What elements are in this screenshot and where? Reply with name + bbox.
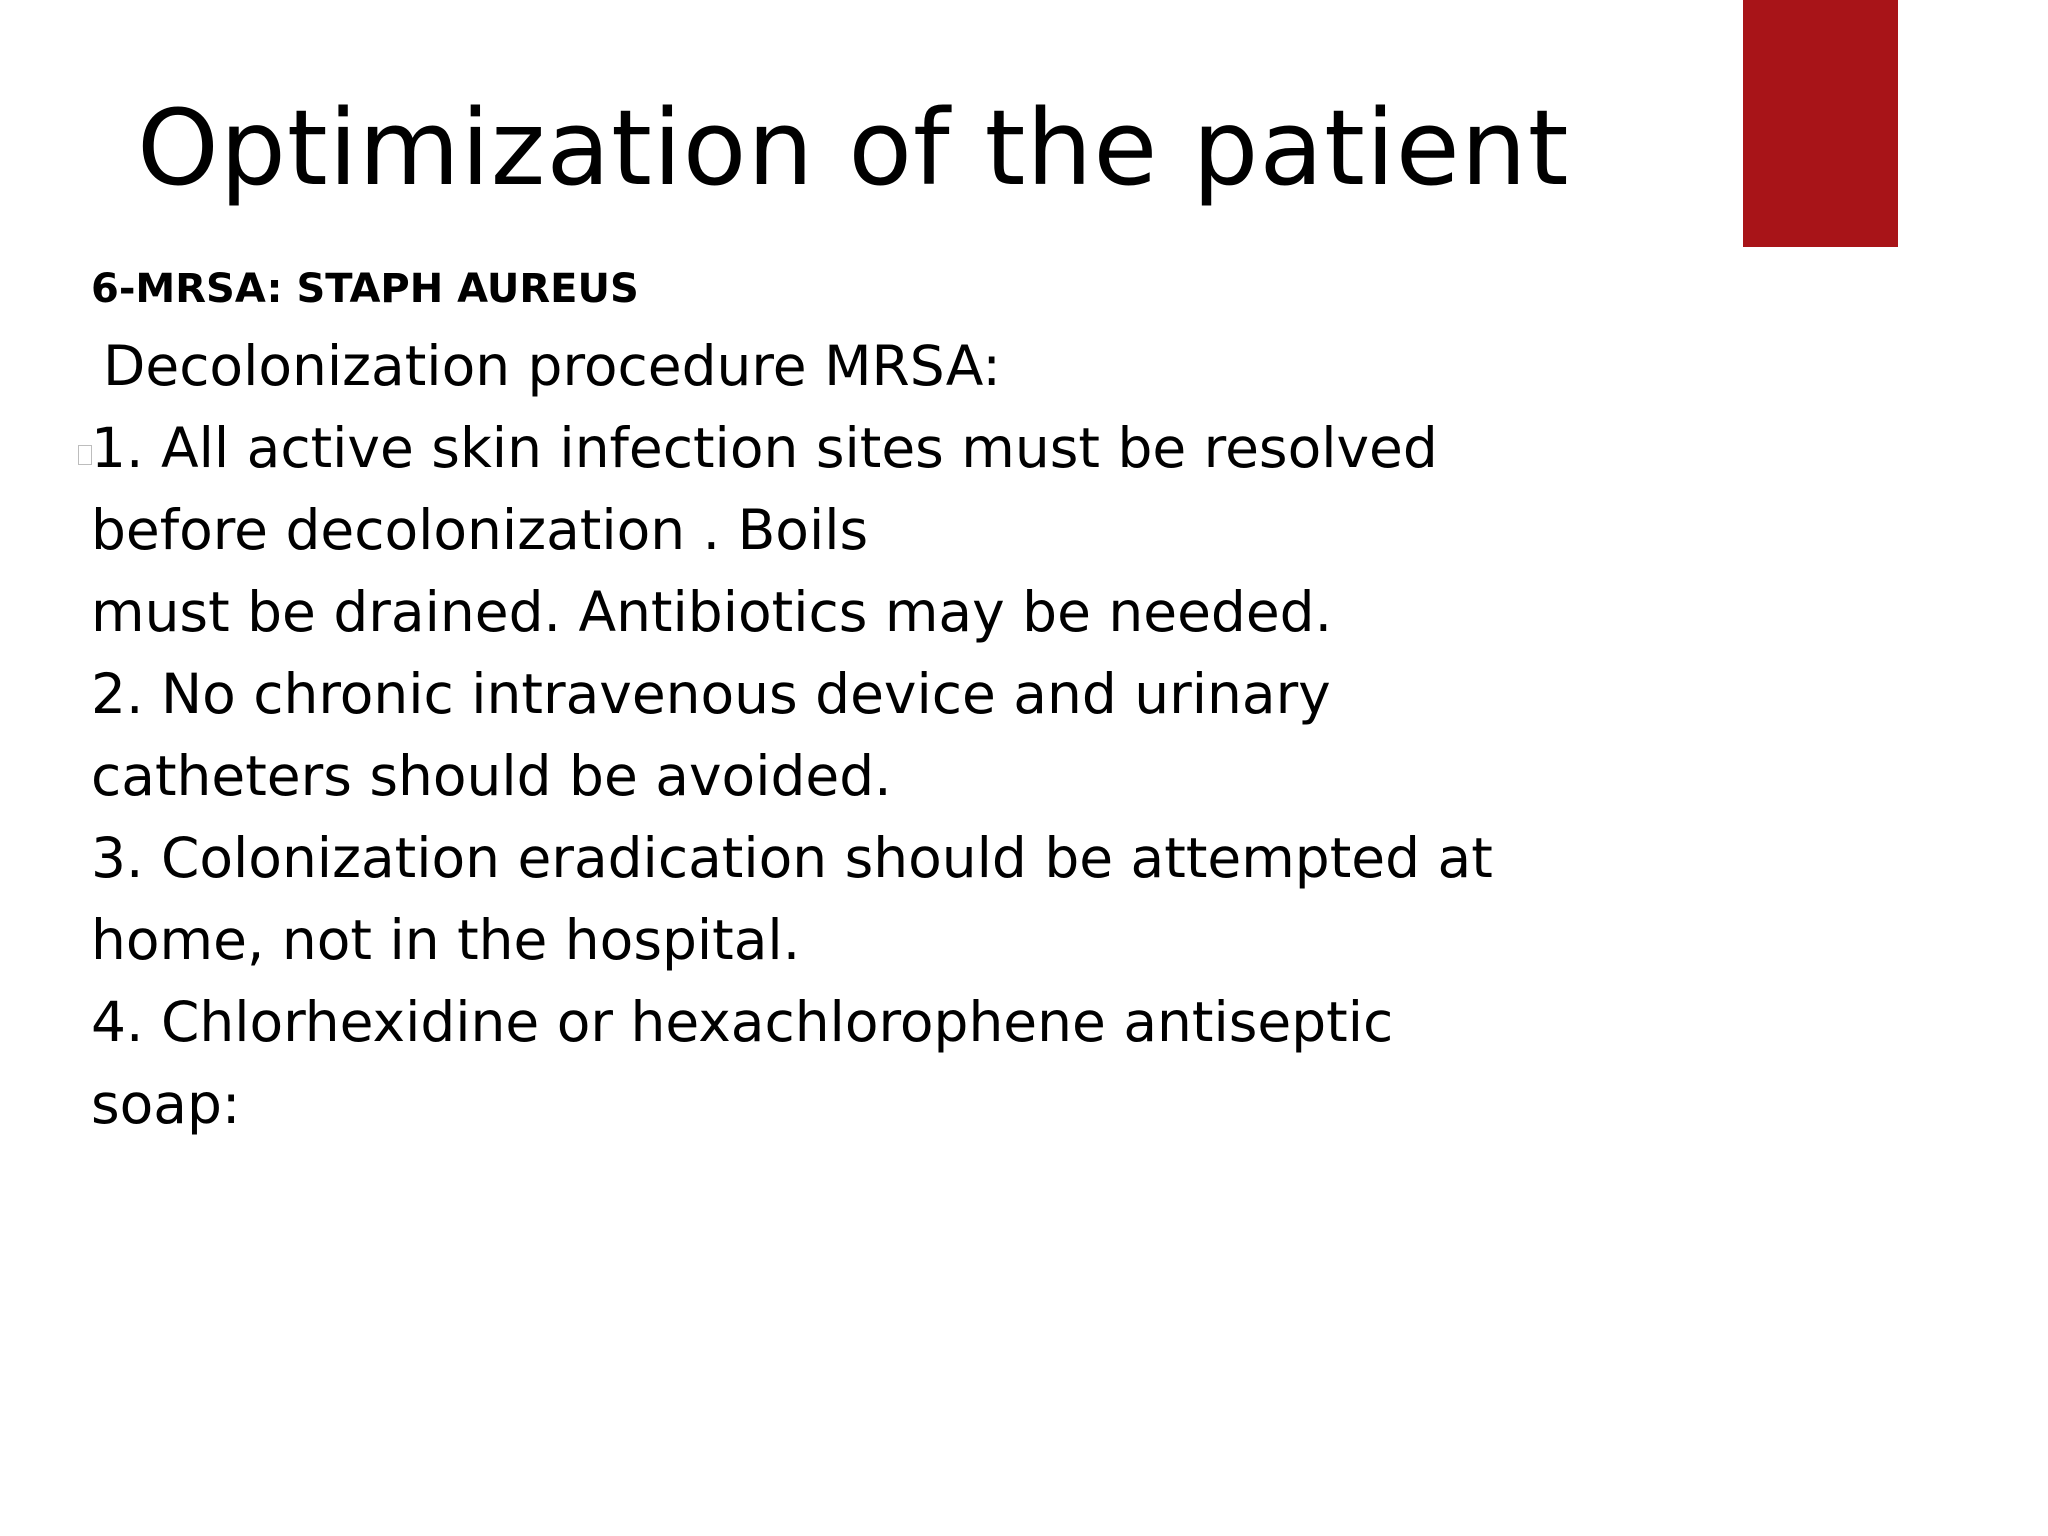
slide-body — [91, 325, 1651, 1145]
body-line: 3. Colonization eradication should be attempted at — [91, 826, 1493, 890]
body-line: 2. No chronic intravenous device and urinary — [91, 662, 1331, 726]
body-line: soap: — [91, 1072, 241, 1136]
slide-subtitle: 6-MRSA: STAPH AUREUS — [91, 266, 639, 312]
body-line: must be drained. Antibiotics may be needed. — [91, 580, 1333, 644]
slide-title: Optimization of the patient — [137, 87, 1570, 209]
accent-bar — [1743, 0, 1898, 247]
bullet-placeholder-icon — [78, 445, 92, 465]
body-line: home, not in the hospital. — [91, 908, 801, 972]
body-line: before decolonization . Boils — [91, 498, 869, 562]
body-line: catheters should be avoided. — [91, 744, 892, 808]
body-line: Decolonization procedure MRSA: — [103, 334, 1001, 398]
body-line: 1. All active skin infection sites must be resolved — [91, 416, 1438, 480]
body-line: 4. Chlorhexidine or hexachlorophene antiseptic — [91, 990, 1394, 1054]
